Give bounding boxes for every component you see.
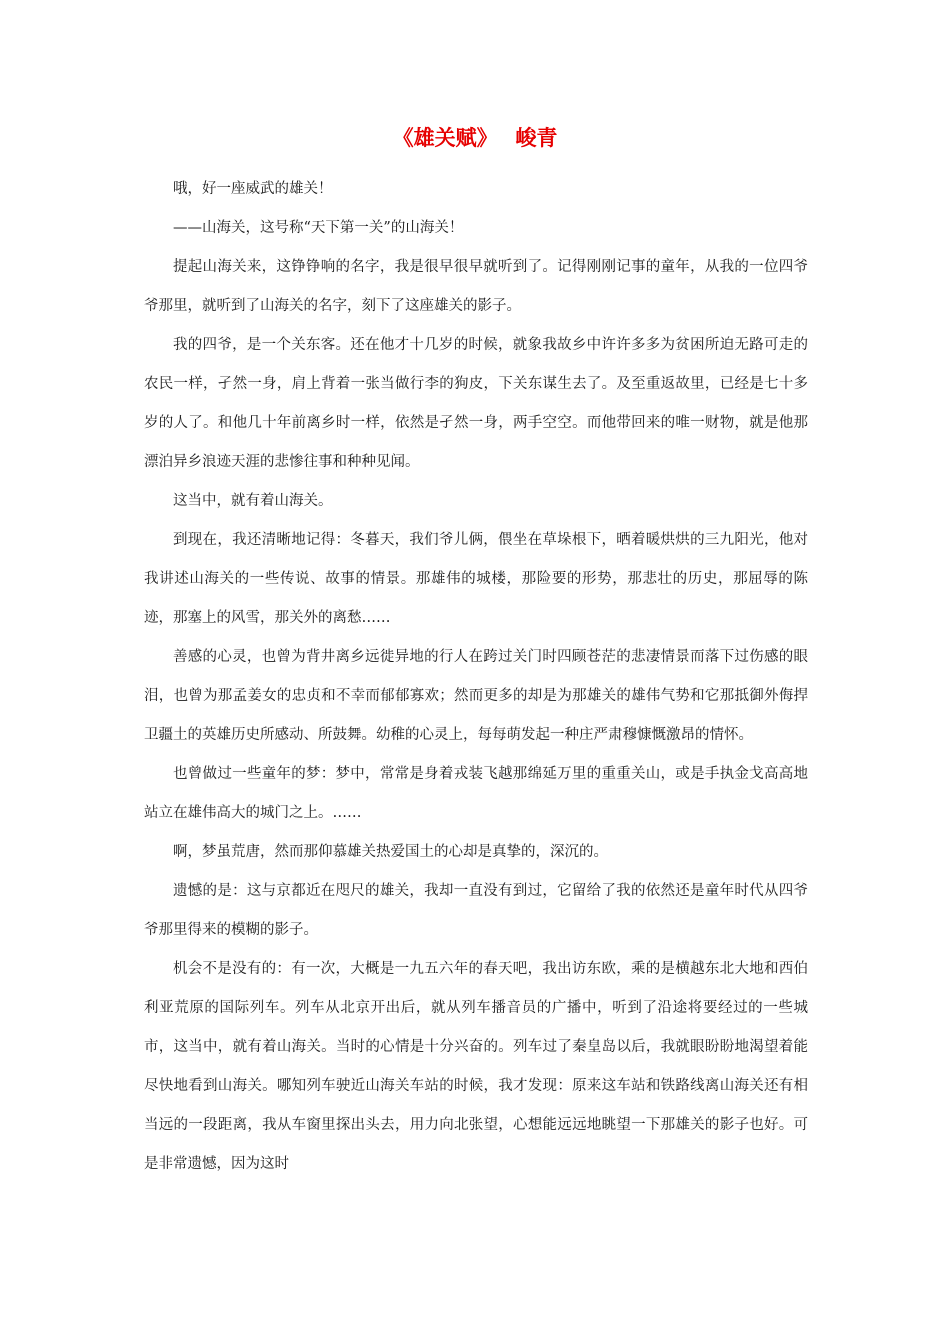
- paragraph: 提起山海关来，这铮铮响的名字，我是很早很早就听到了。记得刚刚记事的童年，从我的一位四爷爷那里，就听到了山海关的名字，刻下了这座雄关的影子。: [144, 259, 808, 314]
- paragraph: 也曾做过一些童年的梦：梦中，常常是身着戎装飞越那绵延万里的重重关山，或是手执金戈高高地站立在雄伟高大的城门之上。……: [144, 766, 808, 821]
- page-title: 《雄关赋》 峻青: [392, 126, 558, 150]
- paragraph: 遗憾的是：这与京都近在咫尺的雄关，我却一直没有到过，它留给了我的依然还是童年时代从四爷爷那里得来的模糊的影子。: [144, 883, 808, 938]
- paragraph: 到现在，我还清晰地记得：冬暮天，我们爷儿俩，偎坐在草垛根下，晒着暖烘烘的三九阳光，他对我讲述山海关的一些传说、故事的情景。那雄伟的城楼，那险要的形势，那悲壮的历史，那屈辱的陈迹，那塞上的风雪，那关外的离愁……: [144, 532, 808, 626]
- paragraph: 我的四爷，是一个关东客。还在他才十几岁的时候，就象我故乡中许许多多为贫困所迫无路可走的农民一样，孑然一身，肩上背着一张当做行李的狗皮，下关东谋生去了。及至重返故里，已经是七十多岁的人了。和他几十年前离乡时一样，依然是孑然一身，两手空空。而他带回来的唯一财物，就是他那漂泊异乡浪迹天涯的悲惨往事和种种见闻。: [144, 337, 808, 470]
- paragraph: 机会不是没有的：有一次，大概是一九五六年的春天吧，我出访东欧，乘的是横越东北大地和西伯利亚荒原的国际列车。列车从北京开出后，就从列车播音员的广播中，听到了沿途将要经过的一些城市，这当中，就有着山海关。当时的心情是十分兴奋的。列车过了秦皇岛以后，我就眼盼盼地渴望着能尽快地看到山海关。哪知列车驶近山海关车站的时候，我才发现：原来这车站和铁路线离山海关还有相当远的一段距离，我从车窗里探出头去，用力向北张望，心想能远远地眺望一下那雄关的影子也好。可是非常遗憾，因为这时: [144, 961, 808, 1172]
- article-body: [144, 170, 808, 1184]
- paragraph: 啊，梦虽荒唐，然而那仰慕雄关热爱国土的心却是真挚的，深沉的。: [173, 844, 608, 860]
- paragraph: 善感的心灵，也曾为背井离乡远徙异地的行人在跨过关门时四顾苍茫的悲凄情景而落下过伤感的眼泪，也曾为那孟姜女的忠贞和不幸而郁郁寡欢；然而更多的却是为那雄关的雄伟气势和它那抵御外侮捍卫疆土的英雄历史所感动、所鼓舞。幼稚的心灵上，每每萌发起一种庄严肃穆慷慨激昂的情怀。: [144, 649, 808, 743]
- paragraph: 哦，好一座威武的雄关！: [173, 181, 333, 197]
- paragraph: ——山海关，这号称“天下第一关”的山海关！: [173, 220, 464, 236]
- paragraph: 这当中，就有着山海关。: [173, 493, 333, 509]
